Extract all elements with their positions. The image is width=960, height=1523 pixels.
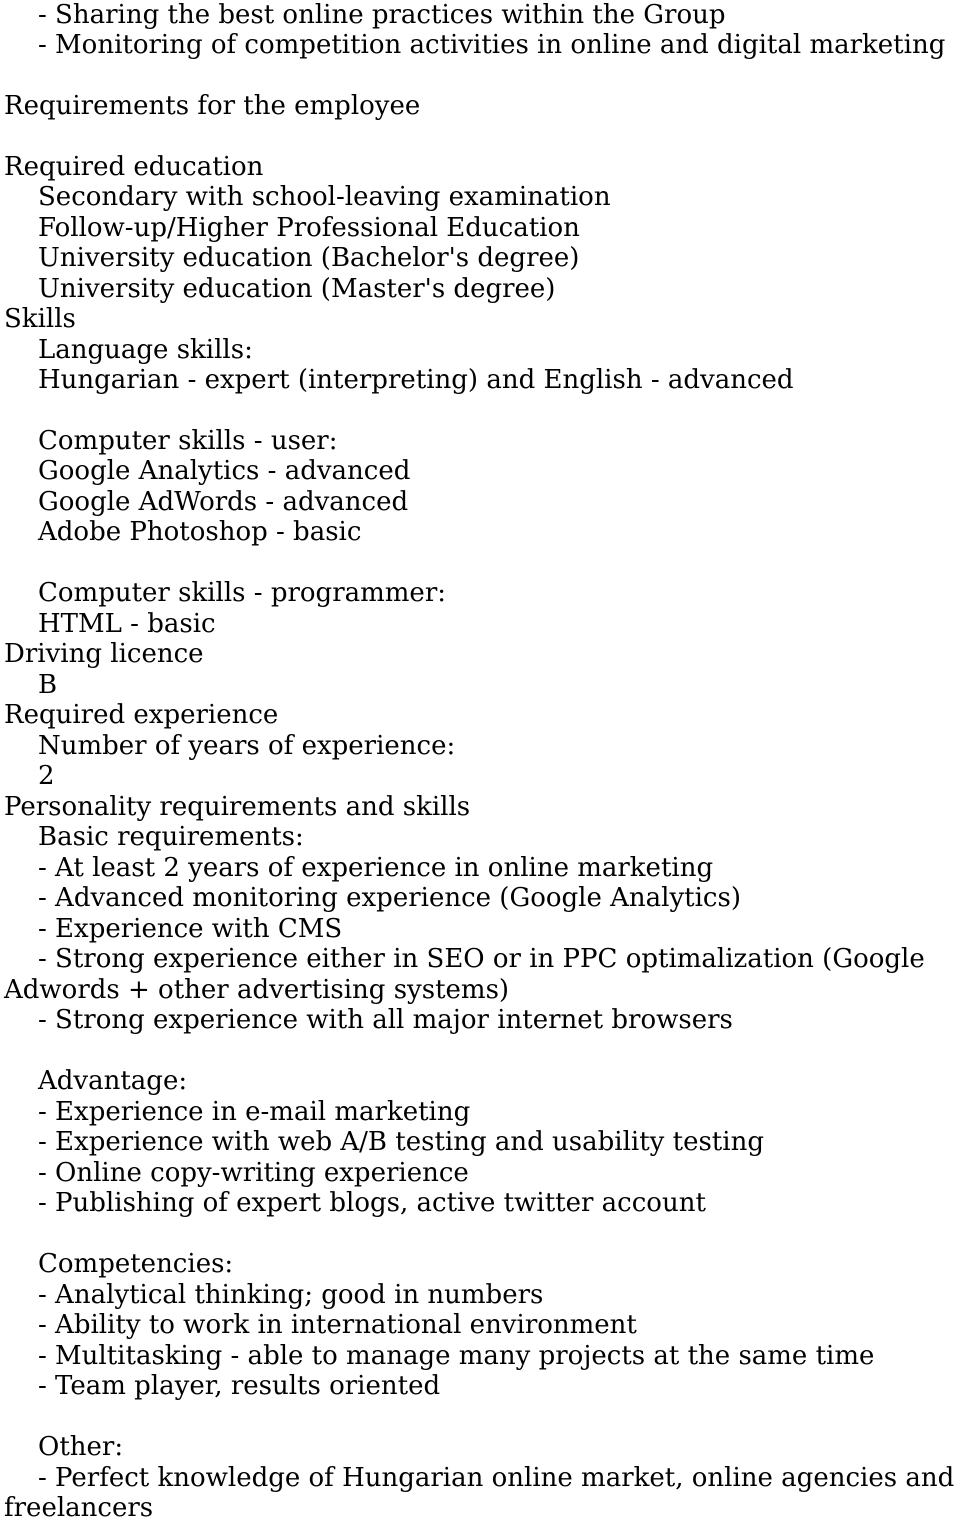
text-line: - Analytical thinking; good in numbers [38, 1280, 544, 1310]
text-line: Number of years of experience: [38, 731, 456, 761]
text-line: freelancers [4, 1493, 154, 1523]
text-line: - Experience in e-mail marketing [38, 1097, 471, 1127]
text-line: HTML - basic [38, 609, 216, 639]
text-line: - Multitasking - able to manage many projects at the same time [38, 1341, 875, 1371]
text-line: - Sharing the best online practices within the Group [38, 0, 726, 30]
text-line: B [38, 670, 58, 700]
subsection-heading: Driving licence [4, 639, 204, 669]
text-line: Secondary with school-leaving examination [38, 182, 611, 212]
text-line: - Strong experience with all major internet browsers [38, 1005, 733, 1035]
text-line: Basic requirements: [38, 822, 304, 852]
text-line: Computer skills - user: [38, 426, 338, 456]
text-line: University education (Bachelor's degree) [38, 243, 580, 273]
text-line: - Publishing of expert blogs, active twitter account [38, 1188, 706, 1218]
text-line: - Online copy-writing experience [38, 1158, 469, 1188]
subsection-heading: Required experience [4, 700, 279, 730]
text-line: Adwords + other advertising systems) [4, 975, 510, 1005]
subsection-heading: Required education [4, 152, 264, 182]
text-line: - Experience with web A/B testing and usability testing [38, 1127, 764, 1157]
section-heading: Requirements for the employee [4, 91, 421, 121]
text-line: Follow-up/Higher Professional Education [38, 213, 580, 243]
text-line: - Team player, results oriented [38, 1371, 441, 1401]
text-line: Computer skills - programmer: [38, 578, 447, 608]
text-line: - Strong experience either in SEO or in PPC optimalization (Google [38, 944, 925, 974]
text-line: Hungarian - expert (interpreting) and English - advanced [38, 365, 794, 395]
subsection-heading: Skills [4, 304, 76, 334]
text-line: Google Analytics - advanced [38, 456, 411, 486]
text-line: - Experience with CMS [38, 914, 343, 944]
text-line: - At least 2 years of experience in online marketing [38, 853, 714, 883]
text-line: Language skills: [38, 335, 253, 365]
text-line: - Perfect knowledge of Hungarian online market, online agencies and [38, 1463, 955, 1493]
text-line: - Ability to work in international environment [38, 1310, 637, 1340]
text-line: University education (Master's degree) [38, 274, 556, 304]
text-line: Other: [38, 1432, 124, 1462]
text-line: - Advanced monitoring experience (Google Analytics) [38, 883, 741, 913]
text-line: Google AdWords - advanced [38, 487, 409, 517]
text-line: Adobe Photoshop - basic [38, 517, 362, 547]
text-line: Advantage: [38, 1066, 188, 1096]
text-line: 2 [38, 761, 55, 791]
text-line: - Monitoring of competition activities in online and digital marketing [38, 30, 946, 60]
subsection-heading: Personality requirements and skills [4, 792, 471, 822]
text-line: Competencies: [38, 1249, 234, 1279]
